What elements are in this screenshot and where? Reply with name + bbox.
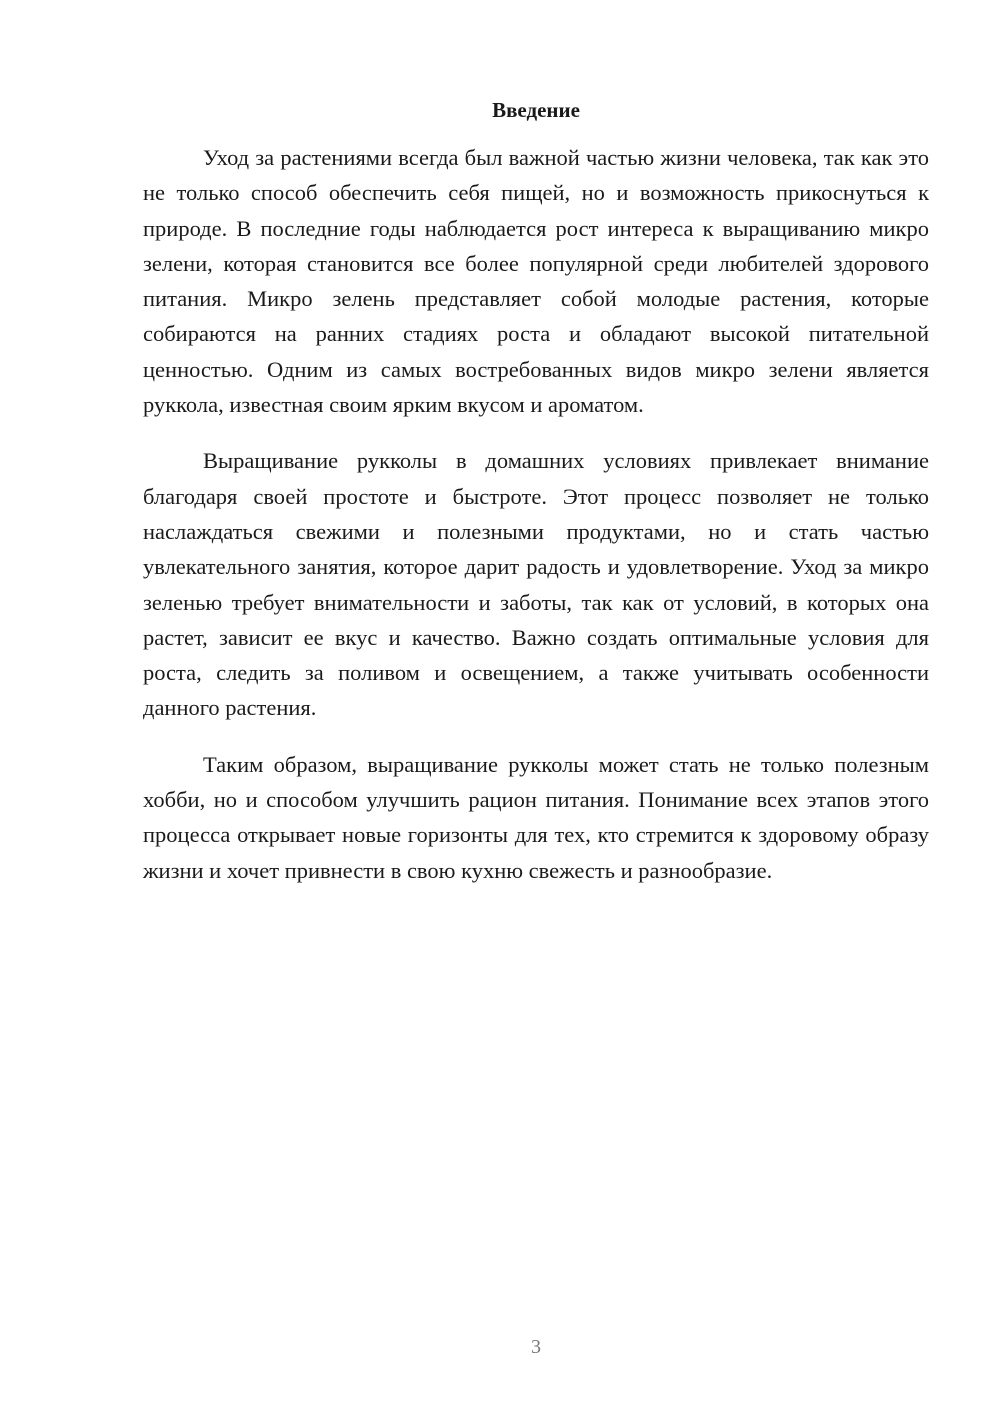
paragraph-intro: Уход за растениями всегда был важной частью жизни человека, так как это не только способ обеспечить себя пищей, но и возможность прикоснуться к природе. В последние годы наблюдается рост интереса к выращиванию микро зелени, которая становится все более популярной среди любителей здорового питания. Микро зелень представляет собой молодые растения, которые собираются на ранних стадиях роста и обладают высокой питательной ценностью. Одним из самых востребованных видов микро зелени является руккола, известная своим ярким вкусом и ароматом.: [143, 145, 929, 418]
body-text: [143, 140, 929, 909]
paragraph-home-growing: Выращивание рукколы в домашних условиях привлекает внимание благодаря своей простоте и быстроте. Этот процесс позволяет не только наслаждаться свежими и полезными продуктами, но и стать частью увлекательного занятия, которое дарит радость и удовлетворение. Уход за микро зеленью требует внимательности и заботы, так как от условий, в которых она растет, зависит ее вкус и качество. Важно создать оптимальные условия для роста, следить за поливом и освещением, а также учитывать особенности данного растения.: [143, 448, 929, 721]
paragraph-conclusion: Таким образом, выращивание рукколы может стать не только полезным хобби, но и способом улучшить рацион питания. Понимание всех этапов этого процесса открывает новые горизонты для тех, кто стремится к здоровому образу жизни и хочет привнести в свою кухню свежесть и разнообразие.: [143, 751, 929, 883]
section-heading: Введение: [492, 98, 580, 122]
page-number: 3: [531, 1336, 541, 1358]
